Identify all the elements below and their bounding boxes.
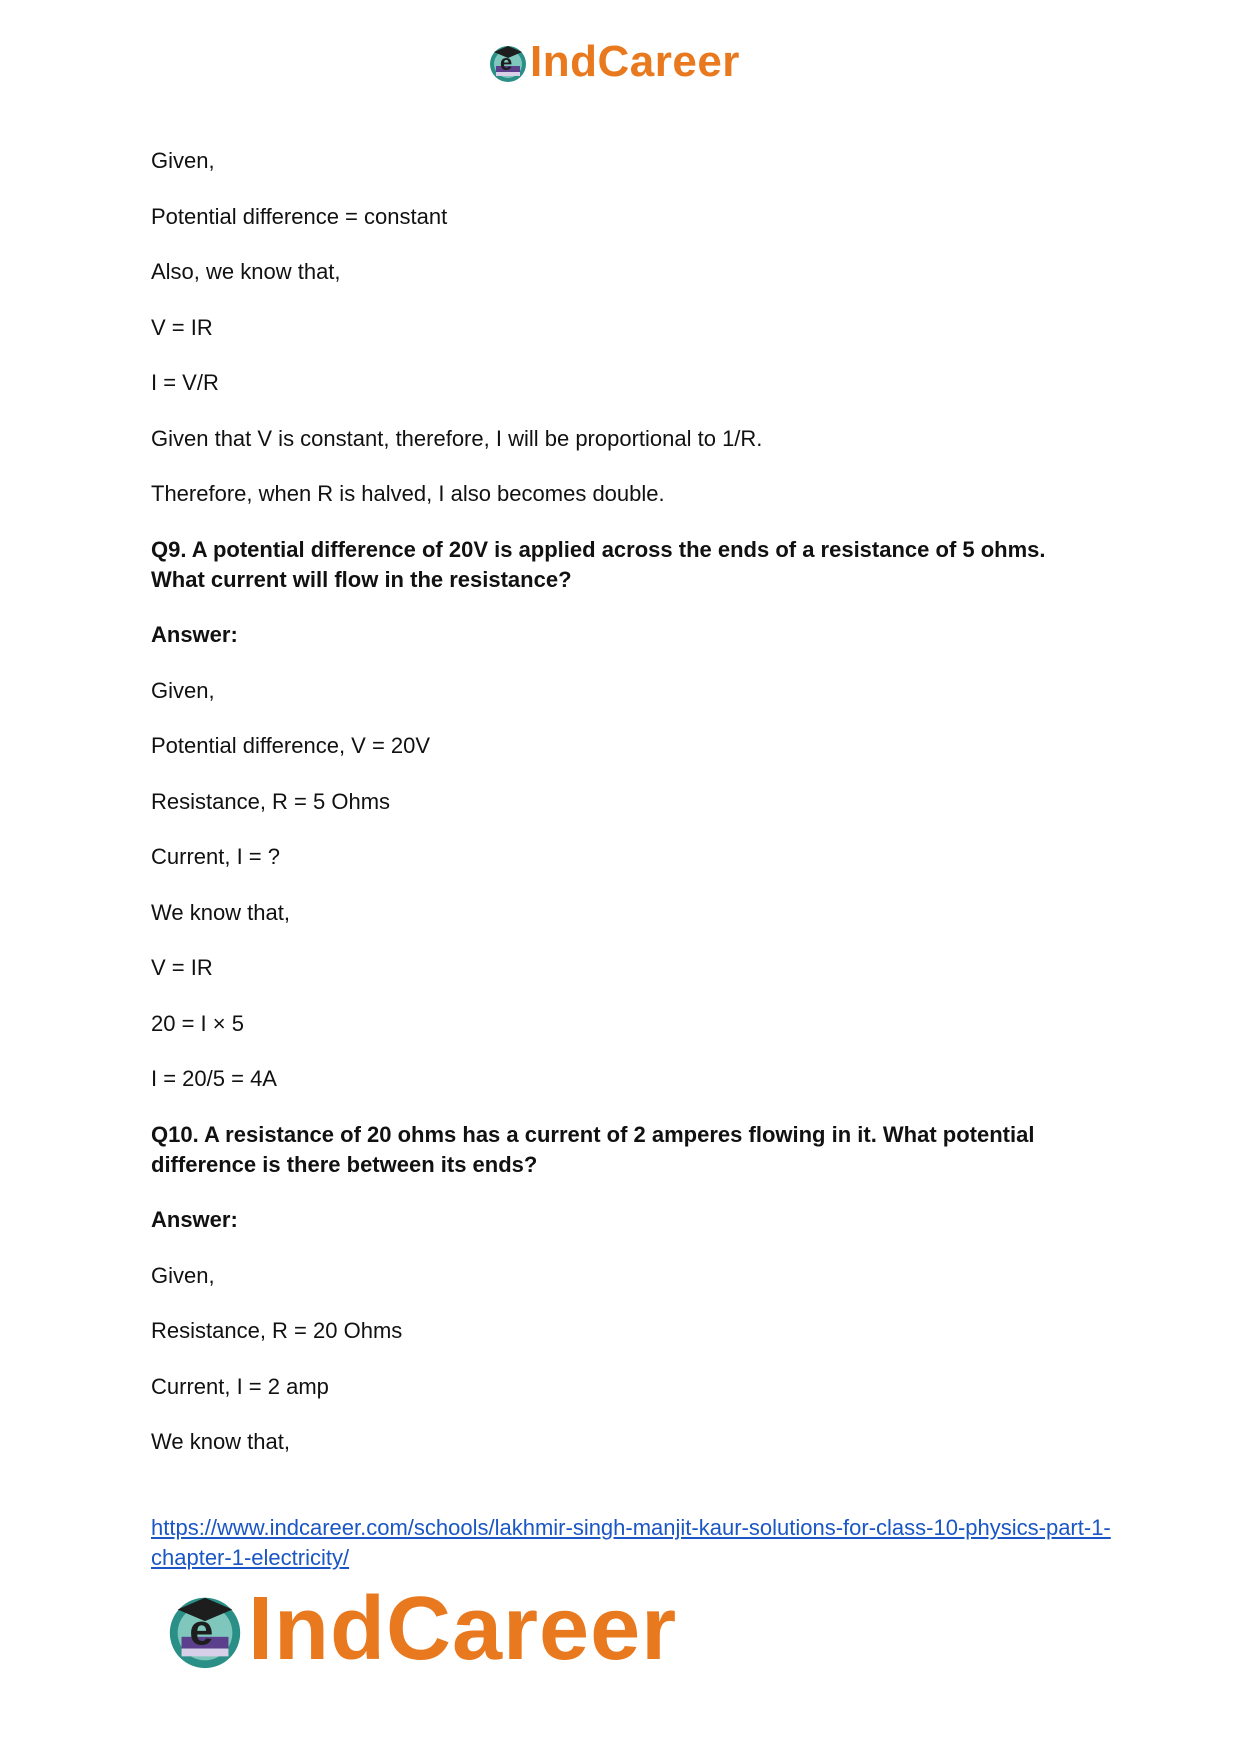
text-line: I = 20/5 = 4A xyxy=(151,1066,277,1091)
text-line: Current, I = 2 amp xyxy=(151,1373,329,1399)
text-line: Potential difference, V = 20V xyxy=(151,733,431,758)
text-line: Given, xyxy=(151,1262,215,1288)
answer-label: Answer: xyxy=(151,622,238,647)
text-line: We know that, xyxy=(151,899,290,925)
question-q10: Q10. A resistance of 20 ohms has a current of 2 amperes flowing in it. What potential difference is there between its ends? xyxy=(151,1121,1035,1177)
answer-label: Answer: xyxy=(151,1207,238,1232)
text-line: Given, xyxy=(151,677,215,703)
text-line: Current, I = ? xyxy=(151,844,281,869)
text-line: Given that V is constant, therefore, I will be proportional to 1/R. xyxy=(151,425,763,451)
text-line: 20 = I × 5 xyxy=(151,1010,244,1036)
text-line: V = IR xyxy=(151,314,213,340)
header-logo-text: IndCareer xyxy=(530,37,740,86)
graduation-book-icon xyxy=(162,1586,248,1672)
source-link[interactable]: https://www.indcareer.com/schools/lakhmir-singh-manjit-kaur-solutions-for-class-10-physics-part-1-chapter-1-electricity/ xyxy=(151,1515,1111,1570)
footer-logo xyxy=(162,1579,678,1679)
graduation-book-icon xyxy=(486,40,530,84)
svg-text:e: e xyxy=(500,50,513,75)
header-logo xyxy=(486,37,740,86)
text-line: Potential difference = constant xyxy=(151,203,448,229)
footer-logo-text: IndCareer xyxy=(248,1579,678,1679)
text-line: Resistance, R = 20 Ohms xyxy=(151,1318,403,1343)
text-line: I = V/R xyxy=(151,370,219,395)
text-line: Also, we know that, xyxy=(151,259,341,284)
text-line: V = IR xyxy=(151,955,213,980)
text-line: Therefore, when R is halved, I also becomes double. xyxy=(151,481,665,506)
question-q9: Q9. A potential difference of 20V is applied across the ends of a resistance of 5 ohms. What current will flow in the resistance? xyxy=(151,536,1046,592)
text-line: Resistance, R = 5 Ohms xyxy=(151,788,391,814)
text-line: Given, xyxy=(151,148,215,173)
text-line: We know that, xyxy=(151,1429,290,1454)
document-body xyxy=(151,146,1101,1483)
svg-text:e: e xyxy=(189,1606,214,1655)
